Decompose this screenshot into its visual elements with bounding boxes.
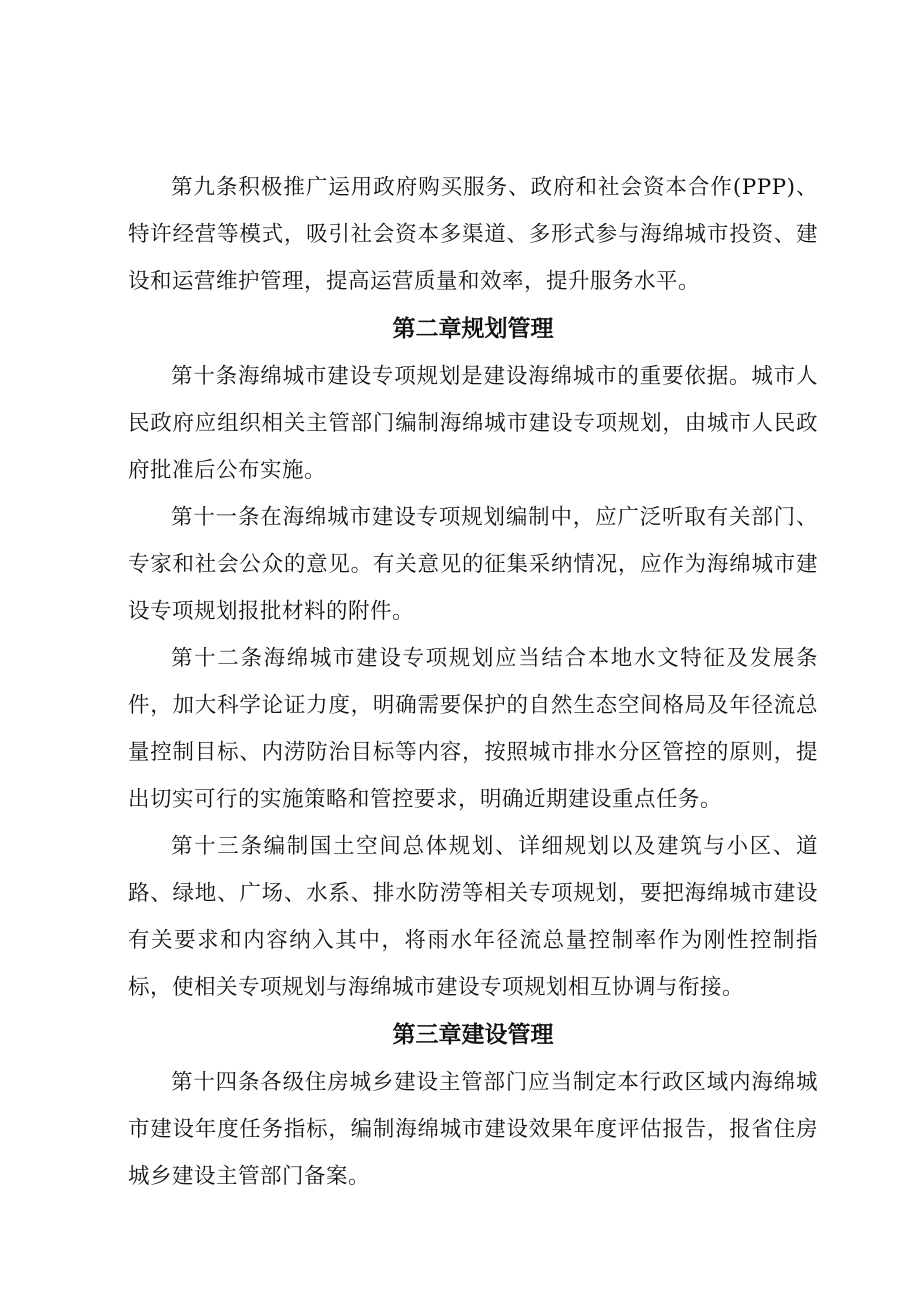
article-11-paragraph: 第十一条在海绵城市建设专项规划编制中，应广泛听取有关部门、专家和社会公众的意见。有关意见的征集采纳情况，应作为海绵城市建设专项规划报批材料的附件。 [128, 505, 818, 624]
article-9-paragraph: 第九条积极推广运用政府购买服务、政府和社会资本合作(PPP)、特许经营等模式，吸引社会资本多渠道、多形式参与海绵城市投资、建设和运营维护管理，提高运营质量和效率，提升服务水平。 [128, 175, 818, 294]
article-14-paragraph: 第十四条各级住房城乡建设主管部门应当制定本行政区域内海绵城市建设年度任务指标，编制海绵城市建设效果年度评估报告，报省住房城乡建设主管部门备案。 [128, 1070, 818, 1189]
article-13-paragraph: 第十三条编制国土空间总体规划、详细规划以及建筑与小区、道路、绿地、广场、水系、排水防涝等相关专项规划，要把海绵城市建设有关要求和内容纳入其中，将雨水年径流总量控制率作为刚性控制指标，使相关专项规划与海绵城市建设专项规划相互协调与衔接。 [128, 834, 818, 1000]
document-body [128, 164, 818, 1200]
chapter-3-heading: 第三章建设管理 [392, 1022, 554, 1048]
chapter-2-heading: 第二章规划管理 [392, 316, 554, 342]
article-10-paragraph: 第十条海绵城市建设专项规划是建设海绵城市的重要依据。城市人民政府应组织相关主管部门编制海绵城市建设专项规划，由城市人民政府批准后公布实施。 [128, 364, 818, 483]
article-12-paragraph: 第十二条海绵城市建设专项规划应当结合本地水文特征及发展条件，加大科学论证力度，明确需要保护的自然生态空间格局及年径流总量控制目标、内涝防治目标等内容，按照城市排水分区管控的原则，提出切实可行的实施策略和管控要求，明确近期建设重点任务。 [128, 646, 818, 812]
